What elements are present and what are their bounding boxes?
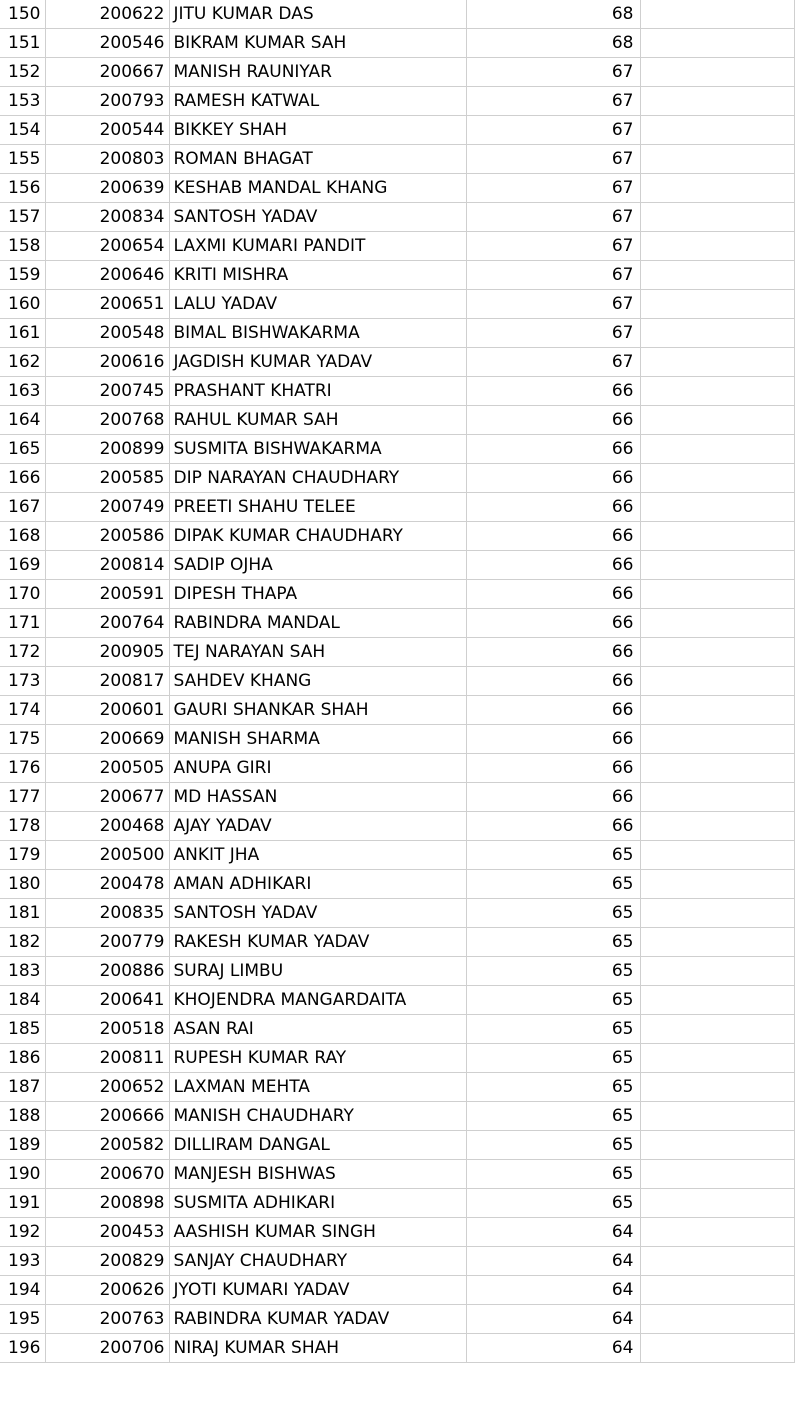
roll-number-cell: 200586: [45, 522, 169, 551]
empty-cell: [640, 870, 794, 899]
student-name-cell: AMAN ADHIKARI: [169, 870, 466, 899]
student-name-cell: SANJAY CHAUDHARY: [169, 1247, 466, 1276]
marks-cell: 64: [466, 1305, 640, 1334]
student-name-cell: BIMAL BISHWAKARMA: [169, 319, 466, 348]
marks-cell: 65: [466, 870, 640, 899]
roll-number-cell: 200582: [45, 1131, 169, 1160]
table-row: [0, 232, 794, 261]
serial-number-cell: 180: [0, 870, 45, 899]
table-row: [0, 1218, 794, 1247]
roll-number-cell: 200811: [45, 1044, 169, 1073]
serial-number-cell: 175: [0, 725, 45, 754]
roll-number-cell: 200652: [45, 1073, 169, 1102]
serial-number-cell: 158: [0, 232, 45, 261]
roll-number-cell: 200666: [45, 1102, 169, 1131]
table-row: [0, 783, 794, 812]
roll-number-cell: 200899: [45, 435, 169, 464]
roll-number-cell: 200622: [45, 0, 169, 29]
table-row: [0, 1305, 794, 1334]
student-name-cell: JYOTI KUMARI YADAV: [169, 1276, 466, 1305]
student-name-cell: SUSMITA BISHWAKARMA: [169, 435, 466, 464]
student-name-cell: KHOJENDRA MANGARDAITA: [169, 986, 466, 1015]
serial-number-cell: 166: [0, 464, 45, 493]
table-row: [0, 522, 794, 551]
table-row: [0, 841, 794, 870]
table-row: [0, 1131, 794, 1160]
serial-number-cell: 184: [0, 986, 45, 1015]
table-row: [0, 1044, 794, 1073]
marks-cell: 67: [466, 290, 640, 319]
table-row: [0, 203, 794, 232]
serial-number-cell: 152: [0, 58, 45, 87]
marks-cell: 66: [466, 580, 640, 609]
empty-cell: [640, 1015, 794, 1044]
roll-number-cell: 200654: [45, 232, 169, 261]
marks-cell: 66: [466, 377, 640, 406]
table-row: [0, 174, 794, 203]
roll-number-cell: 200834: [45, 203, 169, 232]
table-row: [0, 464, 794, 493]
roll-number-cell: 200829: [45, 1247, 169, 1276]
marks-cell: 68: [466, 0, 640, 29]
roll-number-cell: 200468: [45, 812, 169, 841]
table-row: [0, 87, 794, 116]
student-name-cell: SURAJ LIMBU: [169, 957, 466, 986]
student-name-cell: DILLIRAM DANGAL: [169, 1131, 466, 1160]
empty-cell: [640, 319, 794, 348]
marks-cell: 66: [466, 522, 640, 551]
table-row: [0, 116, 794, 145]
student-name-cell: ASAN RAI: [169, 1015, 466, 1044]
roll-number-cell: 200905: [45, 638, 169, 667]
empty-cell: [640, 116, 794, 145]
student-name-cell: SUSMITA ADHIKARI: [169, 1189, 466, 1218]
roll-number-cell: 200546: [45, 29, 169, 58]
marks-cell: 66: [466, 783, 640, 812]
student-name-cell: SAHDEV KHANG: [169, 667, 466, 696]
roll-number-cell: 200667: [45, 58, 169, 87]
marks-cell: 66: [466, 464, 640, 493]
marks-cell: 66: [466, 435, 640, 464]
serial-number-cell: 167: [0, 493, 45, 522]
marks-cell: 67: [466, 87, 640, 116]
marks-cell: 64: [466, 1276, 640, 1305]
student-name-cell: MANJESH BISHWAS: [169, 1160, 466, 1189]
marks-cell: 65: [466, 928, 640, 957]
table-row: [0, 1160, 794, 1189]
marks-cell: 66: [466, 493, 640, 522]
empty-cell: [640, 1305, 794, 1334]
serial-number-cell: 154: [0, 116, 45, 145]
roll-number-cell: 200677: [45, 783, 169, 812]
marks-cell: 65: [466, 957, 640, 986]
empty-cell: [640, 58, 794, 87]
table-row: [0, 493, 794, 522]
marks-cell: 66: [466, 725, 640, 754]
table-row: [0, 29, 794, 58]
roll-number-cell: 200764: [45, 609, 169, 638]
marks-cell: 65: [466, 1073, 640, 1102]
student-name-cell: BIKRAM KUMAR SAH: [169, 29, 466, 58]
roll-number-cell: 200768: [45, 406, 169, 435]
table-row: [0, 1102, 794, 1131]
student-name-cell: TEJ NARAYAN SAH: [169, 638, 466, 667]
roll-number-cell: 200745: [45, 377, 169, 406]
student-name-cell: LALU YADAV: [169, 290, 466, 319]
table-row: [0, 1073, 794, 1102]
roll-number-cell: 200585: [45, 464, 169, 493]
marks-cell: 66: [466, 667, 640, 696]
table-row: [0, 319, 794, 348]
marks-cell: 67: [466, 261, 640, 290]
student-name-cell: JITU KUMAR DAS: [169, 0, 466, 29]
table-row: [0, 58, 794, 87]
empty-cell: [640, 551, 794, 580]
student-name-cell: GAURI SHANKAR SHAH: [169, 696, 466, 725]
empty-cell: [640, 1247, 794, 1276]
student-name-cell: ANKIT JHA: [169, 841, 466, 870]
roll-number-cell: 200544: [45, 116, 169, 145]
serial-number-cell: 183: [0, 957, 45, 986]
serial-number-cell: 182: [0, 928, 45, 957]
serial-number-cell: 155: [0, 145, 45, 174]
serial-number-cell: 171: [0, 609, 45, 638]
table-row: [0, 1247, 794, 1276]
serial-number-cell: 165: [0, 435, 45, 464]
student-name-cell: KESHAB MANDAL KHANG: [169, 174, 466, 203]
table-row: [0, 1334, 794, 1363]
roll-number-cell: 200591: [45, 580, 169, 609]
roll-number-cell: 200453: [45, 1218, 169, 1247]
serial-number-cell: 188: [0, 1102, 45, 1131]
serial-number-cell: 196: [0, 1334, 45, 1363]
student-name-cell: RUPESH KUMAR RAY: [169, 1044, 466, 1073]
empty-cell: [640, 754, 794, 783]
marks-cell: 65: [466, 899, 640, 928]
serial-number-cell: 176: [0, 754, 45, 783]
table-row: [0, 609, 794, 638]
student-name-cell: SANTOSH YADAV: [169, 203, 466, 232]
student-name-cell: PREETI SHAHU TELEE: [169, 493, 466, 522]
marks-cell: 67: [466, 232, 640, 261]
roll-number-cell: 200706: [45, 1334, 169, 1363]
student-name-cell: RAHUL KUMAR SAH: [169, 406, 466, 435]
empty-cell: [640, 232, 794, 261]
serial-number-cell: 187: [0, 1073, 45, 1102]
student-name-cell: SANTOSH YADAV: [169, 899, 466, 928]
roll-number-cell: 200835: [45, 899, 169, 928]
student-name-cell: DIPESH THAPA: [169, 580, 466, 609]
table-row: [0, 145, 794, 174]
empty-cell: [640, 986, 794, 1015]
marks-cell: 65: [466, 1160, 640, 1189]
serial-number-cell: 189: [0, 1131, 45, 1160]
serial-number-cell: 186: [0, 1044, 45, 1073]
serial-number-cell: 172: [0, 638, 45, 667]
empty-cell: [640, 493, 794, 522]
empty-cell: [640, 1218, 794, 1247]
serial-number-cell: 178: [0, 812, 45, 841]
empty-cell: [640, 957, 794, 986]
roll-number-cell: 200548: [45, 319, 169, 348]
marks-cell: 67: [466, 58, 640, 87]
empty-cell: [640, 174, 794, 203]
marks-cell: 66: [466, 638, 640, 667]
empty-cell: [640, 406, 794, 435]
empty-cell: [640, 1189, 794, 1218]
empty-cell: [640, 1044, 794, 1073]
roll-number-cell: 200646: [45, 261, 169, 290]
table-row: [0, 725, 794, 754]
roll-number-cell: 200803: [45, 145, 169, 174]
marks-cell: 67: [466, 174, 640, 203]
serial-number-cell: 151: [0, 29, 45, 58]
table-row: [0, 580, 794, 609]
student-name-cell: RABINDRA KUMAR YADAV: [169, 1305, 466, 1334]
marks-cell: 67: [466, 203, 640, 232]
serial-number-cell: 181: [0, 899, 45, 928]
serial-number-cell: 195: [0, 1305, 45, 1334]
marks-cell: 66: [466, 609, 640, 638]
empty-cell: [640, 609, 794, 638]
roll-number-cell: 200817: [45, 667, 169, 696]
serial-number-cell: 163: [0, 377, 45, 406]
table-row: [0, 870, 794, 899]
student-name-cell: RAMESH KATWAL: [169, 87, 466, 116]
empty-cell: [640, 1102, 794, 1131]
roll-number-cell: 200814: [45, 551, 169, 580]
student-name-cell: DIPAK KUMAR CHAUDHARY: [169, 522, 466, 551]
marks-cell: 67: [466, 319, 640, 348]
student-name-cell: KRITI MISHRA: [169, 261, 466, 290]
table-row: [0, 435, 794, 464]
marks-cell: 66: [466, 696, 640, 725]
student-name-cell: SADIP OJHA: [169, 551, 466, 580]
empty-cell: [640, 1131, 794, 1160]
table-row: [0, 812, 794, 841]
table-row: [0, 348, 794, 377]
marks-cell: 64: [466, 1247, 640, 1276]
empty-cell: [640, 1334, 794, 1363]
marks-cell: 65: [466, 1102, 640, 1131]
marks-cell: 68: [466, 29, 640, 58]
serial-number-cell: 160: [0, 290, 45, 319]
table-row: [0, 406, 794, 435]
serial-number-cell: 194: [0, 1276, 45, 1305]
empty-cell: [640, 1160, 794, 1189]
empty-cell: [640, 667, 794, 696]
student-name-cell: AJAY YADAV: [169, 812, 466, 841]
student-name-cell: PRASHANT KHATRI: [169, 377, 466, 406]
student-name-cell: RAKESH KUMAR YADAV: [169, 928, 466, 957]
roll-number-cell: 200886: [45, 957, 169, 986]
serial-number-cell: 179: [0, 841, 45, 870]
empty-cell: [640, 580, 794, 609]
empty-cell: [640, 899, 794, 928]
table-row: [0, 261, 794, 290]
empty-cell: [640, 203, 794, 232]
student-name-cell: ROMAN BHAGAT: [169, 145, 466, 174]
serial-number-cell: 192: [0, 1218, 45, 1247]
table-row: [0, 1276, 794, 1305]
roll-number-cell: 200505: [45, 754, 169, 783]
roll-number-cell: 200763: [45, 1305, 169, 1334]
marks-cell: 66: [466, 812, 640, 841]
roll-number-cell: 200616: [45, 348, 169, 377]
table-row: [0, 667, 794, 696]
empty-cell: [640, 638, 794, 667]
empty-cell: [640, 783, 794, 812]
empty-cell: [640, 812, 794, 841]
student-name-cell: LAXMI KUMARI PANDIT: [169, 232, 466, 261]
empty-cell: [640, 29, 794, 58]
serial-number-cell: 150: [0, 0, 45, 29]
student-name-cell: NIRAJ KUMAR SHAH: [169, 1334, 466, 1363]
roll-number-cell: 200626: [45, 1276, 169, 1305]
empty-cell: [640, 348, 794, 377]
marks-cell: 66: [466, 551, 640, 580]
student-name-cell: BIKKEY SHAH: [169, 116, 466, 145]
serial-number-cell: 162: [0, 348, 45, 377]
table-row: [0, 0, 794, 29]
empty-cell: [640, 435, 794, 464]
table-row: [0, 1189, 794, 1218]
serial-number-cell: 191: [0, 1189, 45, 1218]
serial-number-cell: 168: [0, 522, 45, 551]
student-name-cell: MANISH RAUNIYAR: [169, 58, 466, 87]
table-row: [0, 1015, 794, 1044]
empty-cell: [640, 1276, 794, 1305]
marks-cell: 64: [466, 1218, 640, 1247]
serial-number-cell: 153: [0, 87, 45, 116]
serial-number-cell: 185: [0, 1015, 45, 1044]
marks-cell: 66: [466, 754, 640, 783]
roll-number-cell: 200651: [45, 290, 169, 319]
roll-number-cell: 200518: [45, 1015, 169, 1044]
student-name-cell: RABINDRA MANDAL: [169, 609, 466, 638]
serial-number-cell: 156: [0, 174, 45, 203]
empty-cell: [640, 1073, 794, 1102]
student-name-cell: AASHISH KUMAR SINGH: [169, 1218, 466, 1247]
marks-cell: 65: [466, 1015, 640, 1044]
table-row: [0, 754, 794, 783]
empty-cell: [640, 696, 794, 725]
student-name-cell: LAXMAN MEHTA: [169, 1073, 466, 1102]
table-row: [0, 290, 794, 319]
roll-number-cell: 200500: [45, 841, 169, 870]
serial-number-cell: 193: [0, 1247, 45, 1276]
empty-cell: [640, 261, 794, 290]
serial-number-cell: 174: [0, 696, 45, 725]
student-name-cell: DIP NARAYAN CHAUDHARY: [169, 464, 466, 493]
roll-number-cell: 200641: [45, 986, 169, 1015]
roll-number-cell: 200779: [45, 928, 169, 957]
serial-number-cell: 157: [0, 203, 45, 232]
marks-cell: 67: [466, 348, 640, 377]
roll-number-cell: 200749: [45, 493, 169, 522]
student-name-cell: JAGDISH KUMAR YADAV: [169, 348, 466, 377]
roll-number-cell: 200601: [45, 696, 169, 725]
student-name-cell: MANISH CHAUDHARY: [169, 1102, 466, 1131]
roll-number-cell: 200793: [45, 87, 169, 116]
marks-cell: 65: [466, 1131, 640, 1160]
roll-number-cell: 200898: [45, 1189, 169, 1218]
marks-cell: 65: [466, 1044, 640, 1073]
marks-cell: 65: [466, 986, 640, 1015]
serial-number-cell: 164: [0, 406, 45, 435]
serial-number-cell: 170: [0, 580, 45, 609]
marks-cell: 65: [466, 1189, 640, 1218]
empty-cell: [640, 841, 794, 870]
serial-number-cell: 177: [0, 783, 45, 812]
marks-cell: 67: [466, 116, 640, 145]
empty-cell: [640, 290, 794, 319]
table-row: [0, 986, 794, 1015]
empty-cell: [640, 377, 794, 406]
empty-cell: [640, 725, 794, 754]
student-name-cell: MD HASSAN: [169, 783, 466, 812]
student-name-cell: ANUPA GIRI: [169, 754, 466, 783]
empty-cell: [640, 0, 794, 29]
table-row: [0, 957, 794, 986]
empty-cell: [640, 522, 794, 551]
marks-cell: 66: [466, 406, 640, 435]
empty-cell: [640, 928, 794, 957]
roll-number-cell: 200669: [45, 725, 169, 754]
empty-cell: [640, 145, 794, 174]
table-row: [0, 638, 794, 667]
roll-number-cell: 200478: [45, 870, 169, 899]
table-row: [0, 928, 794, 957]
table-row: [0, 696, 794, 725]
marks-cell: 64: [466, 1334, 640, 1363]
student-name-cell: MANISH SHARMA: [169, 725, 466, 754]
serial-number-cell: 173: [0, 667, 45, 696]
empty-cell: [640, 87, 794, 116]
serial-number-cell: 159: [0, 261, 45, 290]
table-row: [0, 377, 794, 406]
empty-cell: [640, 464, 794, 493]
roll-number-cell: 200670: [45, 1160, 169, 1189]
table-row: [0, 551, 794, 580]
table-row: [0, 899, 794, 928]
marks-cell: 67: [466, 145, 640, 174]
roll-number-cell: 200639: [45, 174, 169, 203]
serial-number-cell: 190: [0, 1160, 45, 1189]
marks-cell: 65: [466, 841, 640, 870]
serial-number-cell: 169: [0, 551, 45, 580]
serial-number-cell: 161: [0, 319, 45, 348]
